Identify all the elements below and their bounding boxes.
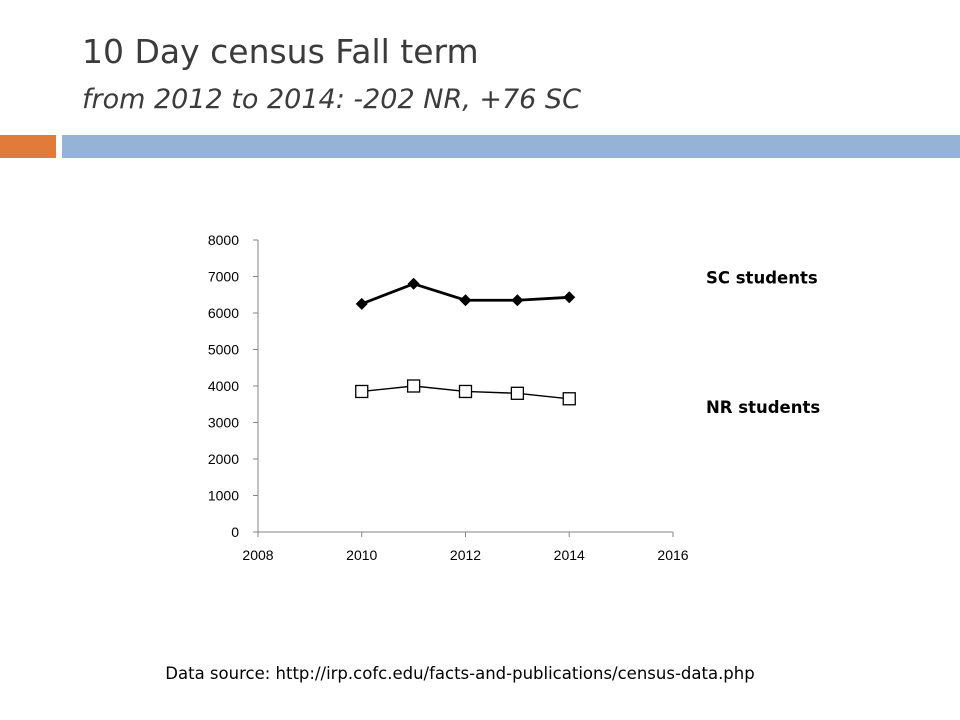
nr-students-point — [511, 387, 523, 399]
nr-students-point — [356, 385, 368, 397]
sc-students-point — [356, 298, 368, 310]
sc-students-point — [511, 294, 523, 306]
y-tick-label: 1000 — [207, 487, 239, 504]
x-tick-label: 2016 — [657, 547, 689, 563]
slide-subtitle: from 2012 to 2014: -202 NR, +76 SC — [82, 84, 581, 115]
y-tick-label: 8000 — [207, 232, 239, 248]
y-tick-label: 4000 — [207, 378, 239, 394]
sc-students-point — [408, 278, 420, 290]
data-source-note: Data source: http://irp.cofc.edu/facts-and-publications/census-data.php — [165, 664, 755, 683]
sc-students-point — [563, 291, 575, 303]
x-tick-label: 2014 — [553, 547, 585, 563]
nr-students-series-label: NR students — [706, 397, 821, 417]
x-tick-label: 2008 — [242, 547, 274, 563]
slide-title: 10 Day census Fall term — [82, 32, 479, 71]
sc-students-point — [460, 294, 472, 306]
y-tick-label: 6000 — [207, 305, 239, 321]
y-tick-label: 3000 — [207, 414, 239, 431]
nr-students-point — [563, 393, 575, 405]
y-tick-label: 0 — [231, 524, 239, 540]
x-tick-label: 2012 — [449, 547, 482, 563]
nr-students-point — [460, 385, 472, 397]
y-tick-label: 5000 — [207, 341, 239, 358]
nr-students-point — [408, 380, 420, 392]
sc-students-series-label: SC students — [706, 268, 818, 288]
y-tick-label: 2000 — [207, 451, 239, 467]
x-tick-label: 2010 — [346, 547, 378, 563]
y-tick-label: 7000 — [207, 268, 239, 285]
